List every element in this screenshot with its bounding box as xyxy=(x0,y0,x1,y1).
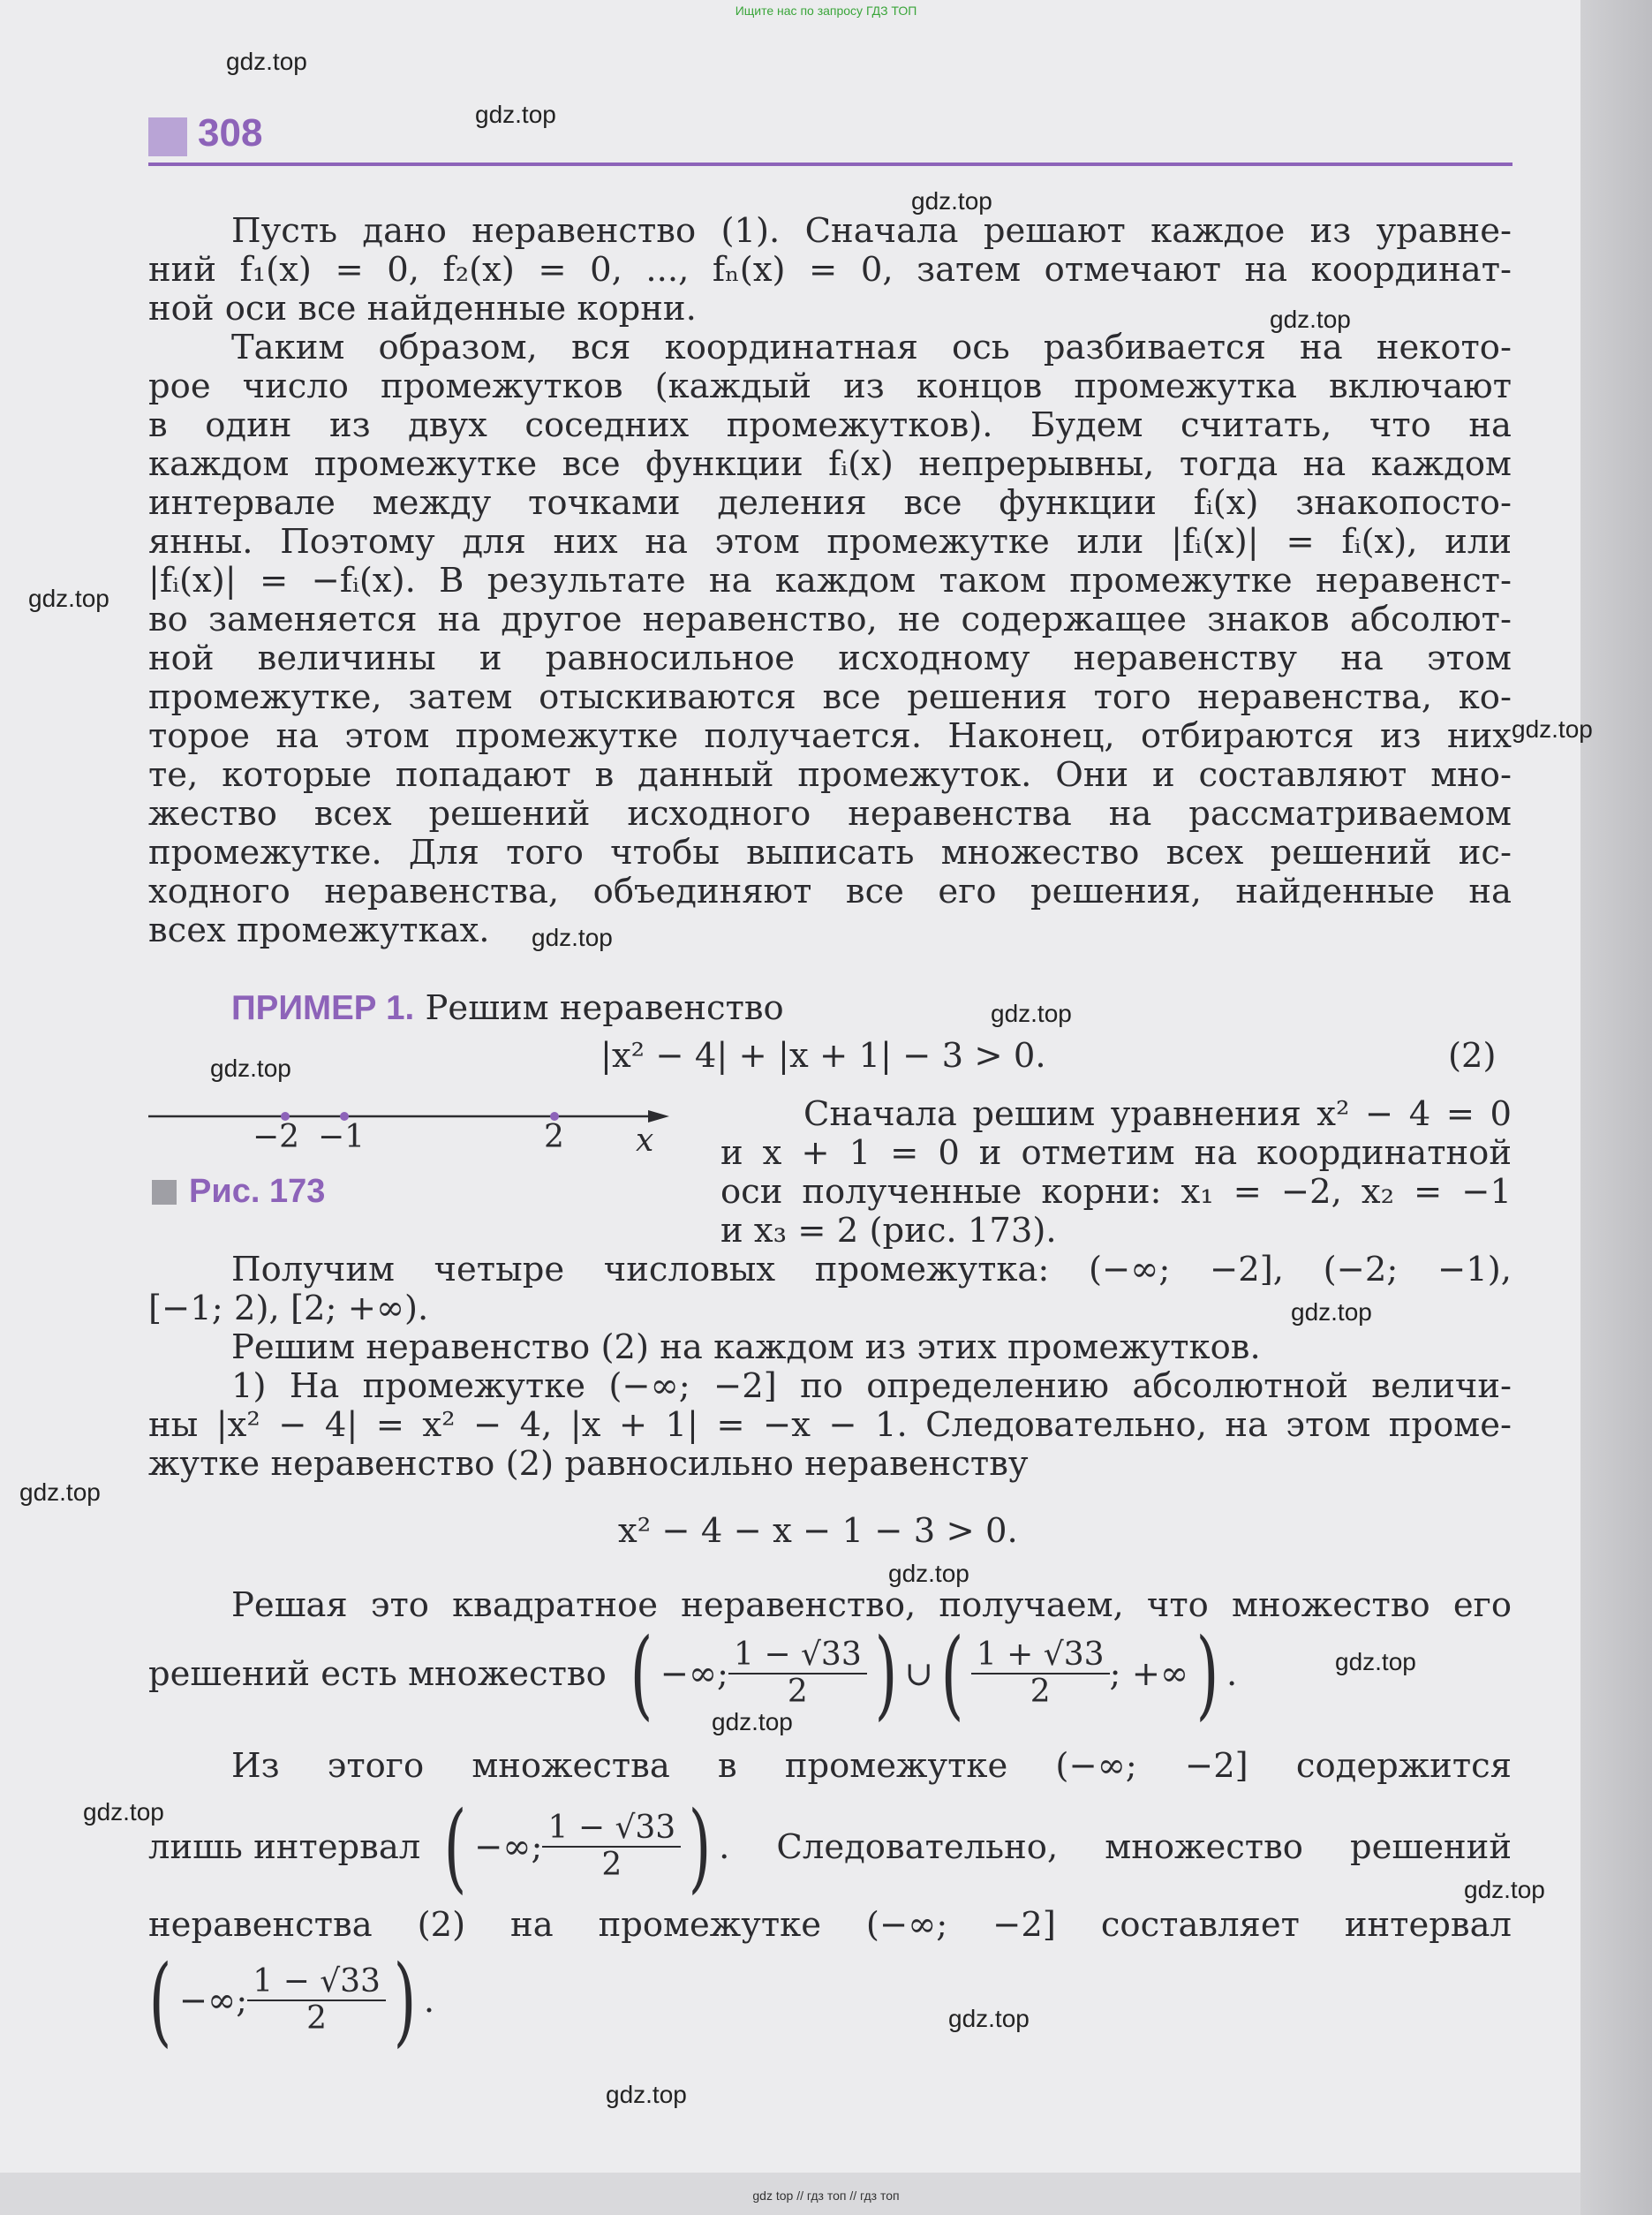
watermark: gdz.top xyxy=(712,1708,793,1735)
text-line: оси полученные корни: x₁ = −2, x₂ = −1 xyxy=(720,1172,1512,1212)
text-line: 1) На промежутке (−∞; −2] по определению абсолютной величи- xyxy=(231,1366,1512,1406)
text-line: Таким образом, вся координатная ось разбивается на некото- xyxy=(231,328,1512,367)
text-line: неравенства (2) на промежутке (−∞; −2] составляет интервал xyxy=(148,1905,1512,1945)
axis-variable: x xyxy=(636,1123,654,1159)
fraction: $\frac{1 + √33}{2}$ xyxy=(971,1637,1110,1710)
text-line: те, которые попадают в данный промежуток. Они и составляют мно- xyxy=(148,755,1512,795)
watermark: gdz.top xyxy=(210,1055,291,1082)
text-line: Сначала решим уравнения x² − 4 = 0 xyxy=(803,1094,1512,1134)
text-line: Получим четыре числовых промежутка: (−∞; −2], (−2; −1), xyxy=(231,1250,1512,1289)
watermark: gdz.top xyxy=(475,101,556,128)
text-line: ний f₁(x) = 0, f₂(x) = 0, ..., fₙ(x) = 0, затем отмечают на координат- xyxy=(148,250,1512,290)
text-line: ходного неравенства, объединяют все его решения, найденные на xyxy=(148,872,1512,911)
watermark: gdz.top xyxy=(991,1000,1072,1027)
top-note: Ищите нас по запросу ГДЗ ТОП xyxy=(735,4,917,18)
text-line: [−1; 2), [2; +∞). xyxy=(148,1289,429,1328)
text-line: промежутке. Для того чтобы выписать множество всех решений ис- xyxy=(148,833,1512,873)
watermark: gdz.top xyxy=(226,48,307,75)
union-symbol: ∪ xyxy=(904,1653,933,1694)
final-interval: ( −∞; $\frac{1 - √33}{2}$ ) . xyxy=(148,1944,435,2057)
solution-set-line: решений есть множество ( −∞; $\frac{1 - √33}{2}$ ) ∪ ( $\frac{1 + √33}{2}$ ; +∞ ) . xyxy=(148,1617,1238,1730)
watermark: gdz.top xyxy=(19,1478,101,1506)
watermark: gdz.top xyxy=(1335,1648,1416,1675)
figure-label: Рис. 173 xyxy=(189,1173,326,1210)
number-line-figure xyxy=(148,1093,696,1168)
text-line: промежутке, затем отыскиваются все решения того неравенства, ко- xyxy=(148,677,1512,717)
bottom-note: gdz top // гдз топ // гдз топ xyxy=(752,2189,900,2203)
text-line: ны |x² − 4| = x² − 4, |x + 1| = −x − 1. Следовательно, на этом проме- xyxy=(148,1405,1512,1445)
watermark: gdz.top xyxy=(28,585,109,612)
text-line: всех промежутках. xyxy=(148,911,490,950)
page-number-marker xyxy=(148,117,187,156)
watermark: gdz.top xyxy=(1464,1876,1545,1903)
text-line: каждом промежутке все функции fᵢ(x) непрерывны, тогда на каждом xyxy=(148,444,1512,484)
equation-number: (2) xyxy=(1448,1036,1497,1076)
watermark: gdz.top xyxy=(911,187,992,215)
watermark: gdz.top xyxy=(83,1798,164,1826)
text-line: интервале между точками деления все функции fᵢ(x) знакопосто- xyxy=(148,483,1512,523)
interval-line: лишь интервал ( −∞; $\frac{1 - √33}{2}$ ) . Следовательно, множество решений xyxy=(148,1790,1512,1903)
watermark: gdz.top xyxy=(1291,1298,1372,1326)
figure-marker xyxy=(152,1180,177,1205)
interval-right: ; +∞ xyxy=(1109,1653,1189,1694)
page-number: 308 xyxy=(198,111,263,155)
text-line: Пусть дано неравенство (1). Сначала решают каждое из уравне- xyxy=(231,211,1512,251)
text-line: ной оси все найденные корни. xyxy=(148,289,697,329)
text-line: в один из двух соседних промежутков). Будем считать, что на xyxy=(148,405,1512,445)
derived-inequality: x² − 4 − x − 1 − 3 > 0. xyxy=(618,1511,1018,1551)
example-intro: Решим неравенство xyxy=(425,988,784,1028)
watermark: gdz.top xyxy=(606,2081,687,2108)
axis-tick-label: 2 xyxy=(544,1119,564,1155)
fraction: $\frac{1 - √33}{2}$ xyxy=(542,1811,681,1883)
arrow-icon xyxy=(648,1110,669,1123)
text-line: |fᵢ(x)| = −fᵢ(x). В результате на каждом таком промежутке неравенст- xyxy=(148,561,1512,601)
watermark: gdz.top xyxy=(1512,715,1593,743)
fraction: $\frac{1 - √33}{2}$ xyxy=(247,1964,386,2037)
text-line: Решая это квадратное неравенство, получаем, что множество его xyxy=(231,1585,1512,1625)
axis-tick-label: −1 xyxy=(318,1119,366,1155)
number-line xyxy=(148,1093,696,1164)
text-line: жество всех решений исходного неравенства на рассматриваемом xyxy=(148,794,1512,834)
watermark: gdz.top xyxy=(532,924,613,951)
text-line: янны. Поэтому для них на этом промежутке или |fᵢ(x)| = fᵢ(x), или xyxy=(148,522,1512,562)
text-line: Решим неравенство (2) на каждом из этих промежутков. xyxy=(231,1327,1261,1367)
fraction: $\frac{1 - √33}{2}$ xyxy=(728,1637,867,1710)
text-line: во заменяется на другое неравенство, не содержащее знаков абсолют- xyxy=(148,600,1512,639)
text-line: и x₃ = 2 (рис. 173). xyxy=(720,1211,1057,1251)
watermark: gdz.top xyxy=(948,2005,1030,2032)
watermark: gdz.top xyxy=(1270,306,1351,333)
axis-tick-label: −2 xyxy=(253,1119,300,1155)
example-inequality: |x² − 4| + |x + 1| − 3 > 0. xyxy=(600,1036,1046,1076)
example-heading xyxy=(231,989,784,1028)
text-line: торое на этом промежутке получается. Наконец, отбираются из них xyxy=(148,716,1512,756)
text: решений есть множество xyxy=(148,1653,607,1694)
header-rule xyxy=(148,163,1512,166)
text-line: рое число промежутков (каждый из концов промежутка включают xyxy=(148,367,1512,406)
text-line: ной величины и равносильное исходному неравенству на этом xyxy=(148,639,1512,678)
interval-left: −∞; xyxy=(660,1653,729,1694)
text-line: и x + 1 = 0 и отметим на координатной xyxy=(720,1133,1512,1173)
page-edge xyxy=(1580,0,1652,2215)
text-line: Из этого множества в промежутке (−∞; −2] содержится xyxy=(231,1746,1512,1786)
watermark: gdz.top xyxy=(888,1560,969,1587)
example-title: ПРИМЕР 1. xyxy=(231,989,415,1027)
text-line: жутке неравенство (2) равносильно неравенству xyxy=(148,1444,1029,1484)
